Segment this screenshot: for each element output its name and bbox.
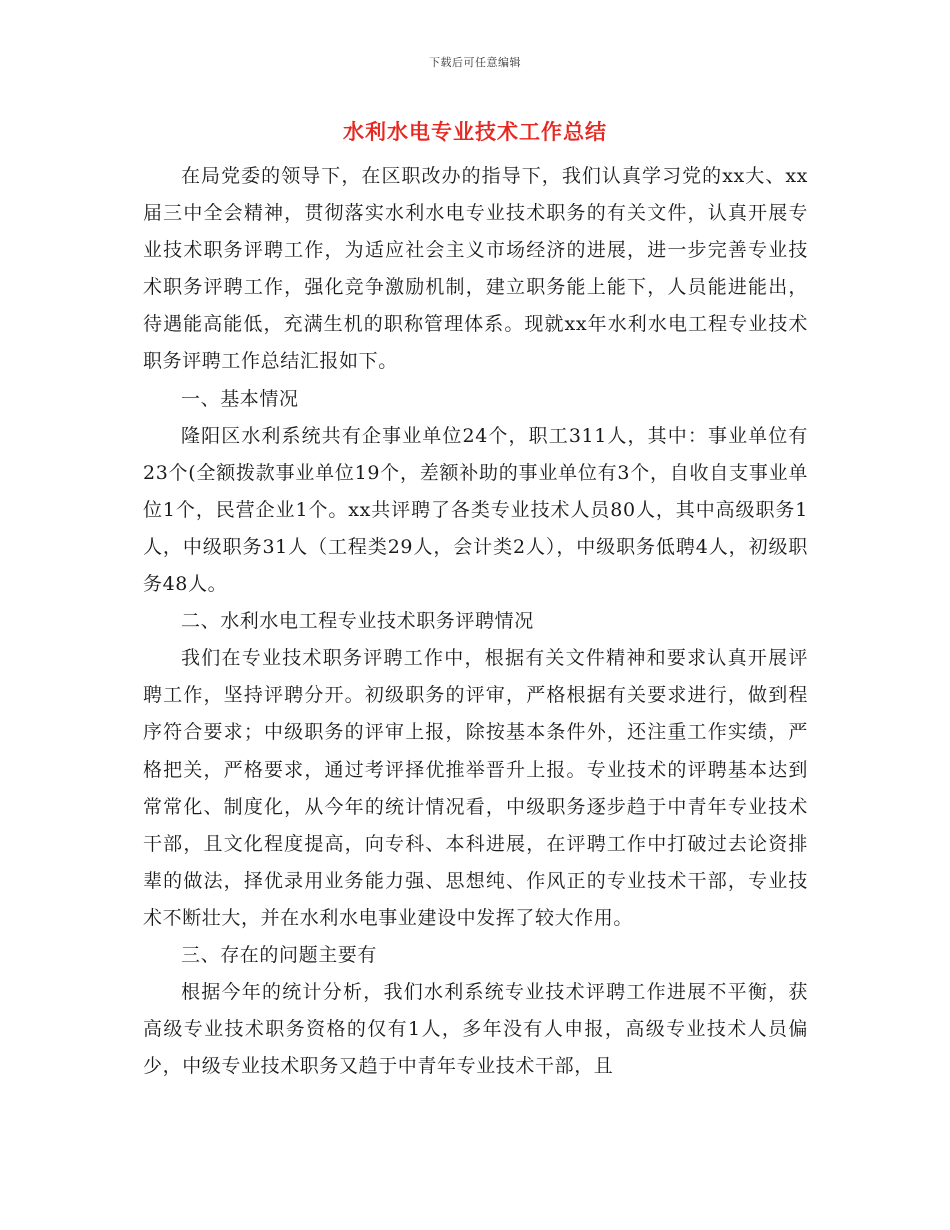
section-heading-problems: 三、存在的问题主要有: [181, 943, 378, 966]
header-note: 下载后可任意编辑: [429, 56, 521, 69]
paragraph-problems: 根据今年的统计分析，我们水利系统专业技术评聘工作进展不平衡，获高级专业技术职务资格的仅有1人，多年没有人申报，高级专业技术人员偏少，中级专业技术职务又趋于中青年专业技术干部，且: [143, 981, 808, 1078]
section-heading-basic-situation: 一、基本情况: [181, 387, 299, 410]
document-body: [143, 158, 808, 1085]
document-title: 水利水电专业技术工作总结: [343, 120, 607, 144]
paragraph-basic-situation: 隆阳区水利系统共有企事业单位24个，职工311人，其中：事业单位有23个(全额拨款事业单位19个，差额补助的事业单位有3个，自收自支事业单位1个，民营企业1个。xx共评聘了各类专业技术人员80人，其中高级职务1人，中级职务31人（工程类29人，会计类2人），中级职务低聘4人，初级职务48人。: [143, 424, 808, 596]
paragraph-intro: 在局党委的领导下，在区职改办的指导下，我们认真学习党的xx大、xx届三中全会精神，贯彻落实水利水电专业技术职务的有关文件，认真开展专业技术职务评聘工作，为适应社会主义市场经济的进展，进一步完善专业技术职务评聘工作，强化竞争激励机制，建立职务能上能下，人员能进能出，待遇能高能低，充满生机的职称管理体系。现就xx年水利水电工程专业技术职务评聘工作总结汇报如下。: [143, 165, 808, 373]
paragraph-evaluation: 我们在专业技术职务评聘工作中，根据有关文件精神和要求认真开展评聘工作，坚持评聘分开。初级职务的评审，严格根据有关要求进行，做到程序符合要求；中级职务的评审上报，除按基本条件外，还注重工作实绩，严格把关，严格要求，通过考评择优推举晋升上报。专业技术的评聘基本达到常常化、制度化，从今年的统计情况看，中级职务逐步趋于中青年专业技术干部，且文化程度提高，向专科、本科进展，在评聘工作中打破过去论资排辈的做法，择优录用业务能力强、思想纯、作风正的专业技术干部，专业技术不断壮大，并在水利水电事业建设中发挥了较大作用。: [143, 647, 808, 929]
section-heading-evaluation: 二、水利水电工程专业技术职务评聘情况: [181, 610, 534, 633]
